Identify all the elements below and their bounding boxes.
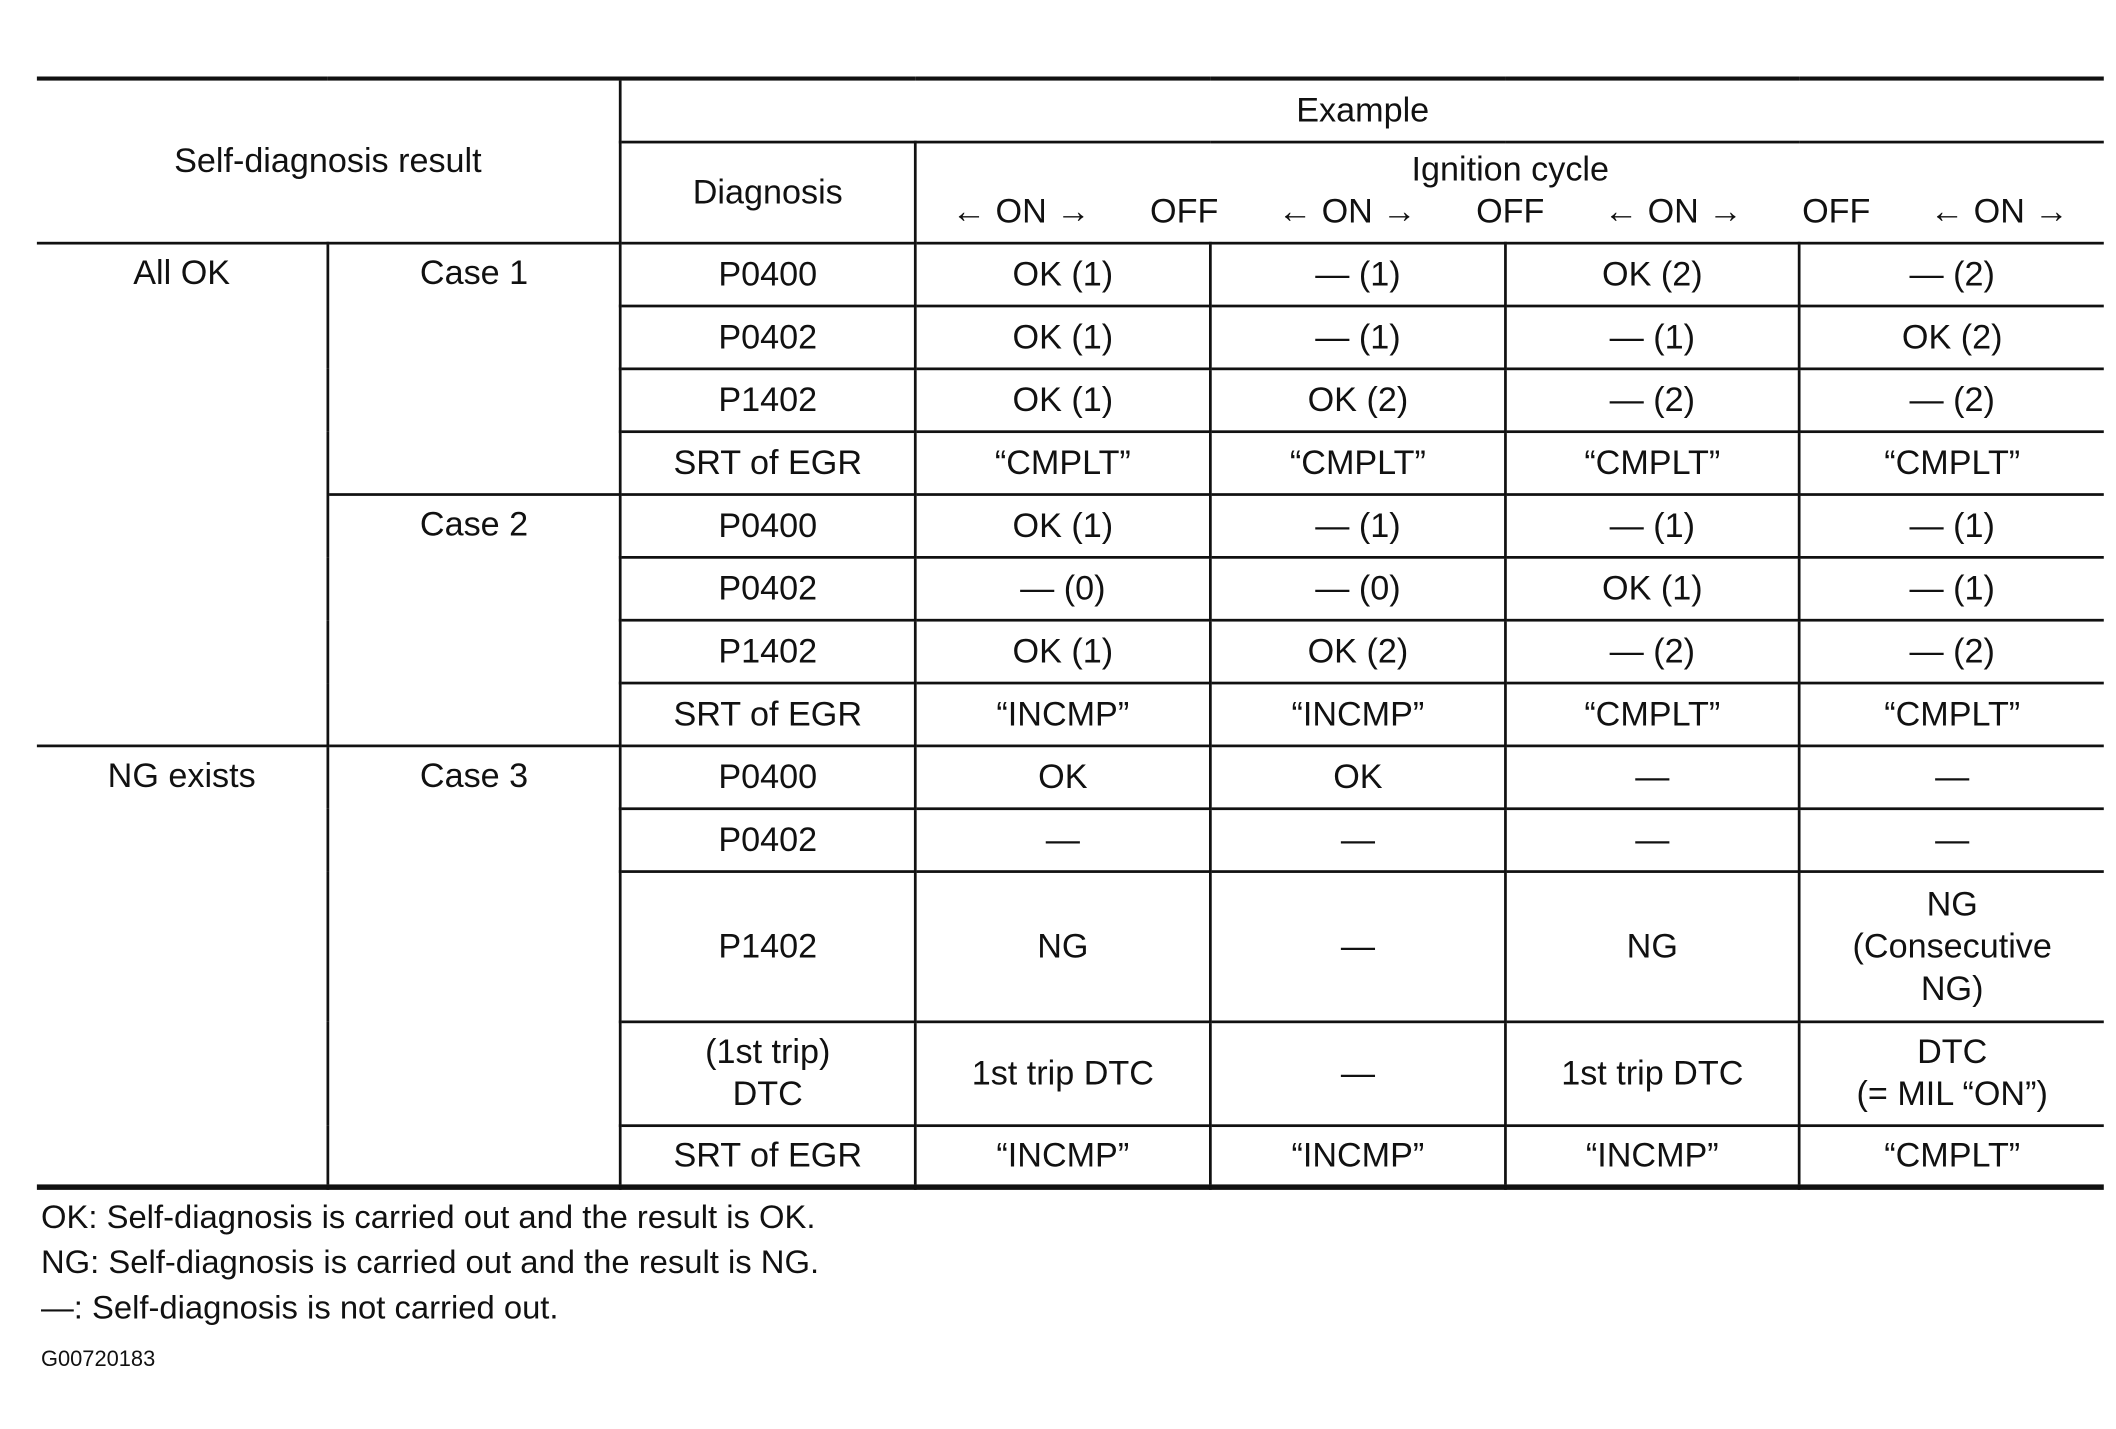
table-row bbox=[37, 243, 2104, 306]
result-cell: “INCMP” bbox=[1210, 1126, 1505, 1187]
case-label: Case 3 bbox=[328, 746, 620, 1187]
result-cell: OK (1) bbox=[915, 369, 1210, 432]
result-group-label: All OK bbox=[37, 243, 328, 746]
result-cell: “INCMP” bbox=[915, 1126, 1210, 1187]
result-cell: “INCMP” bbox=[915, 683, 1210, 746]
cycle-off-3: OFF bbox=[1802, 192, 1871, 231]
result-cell: OK (2) bbox=[1210, 369, 1505, 432]
result-cell: OK (1) bbox=[915, 495, 1210, 558]
cycle-off-2: OFF bbox=[1476, 192, 1545, 231]
result-cell: “CMPLT” bbox=[1799, 1126, 2104, 1187]
result-cell: — bbox=[1210, 1022, 1505, 1126]
result-cell: — (1) bbox=[1210, 495, 1505, 558]
result-cell: — (0) bbox=[915, 557, 1210, 620]
result-cell: 1st trip DTC bbox=[915, 1022, 1210, 1126]
result-cell: OK (1) bbox=[1505, 557, 1799, 620]
result-cell: NG (Consecutive NG) bbox=[1799, 872, 2104, 1022]
result-cell: — (0) bbox=[1210, 557, 1505, 620]
result-cell: “CMPLT” bbox=[1505, 683, 1799, 746]
header-row-1 bbox=[37, 79, 2104, 143]
result-cell: — (1) bbox=[1799, 557, 2104, 620]
diagnosis-cell: P0400 bbox=[620, 243, 915, 306]
result-cell: — bbox=[1210, 809, 1505, 872]
table-row bbox=[37, 746, 2104, 809]
diagnosis-header: Diagnosis bbox=[620, 142, 915, 243]
result-cell: — bbox=[1505, 746, 1799, 809]
case-label: Case 1 bbox=[328, 243, 620, 494]
result-cell: OK (2) bbox=[1210, 620, 1505, 683]
result-cell: “CMPLT” bbox=[1799, 683, 2104, 746]
ignition-cycle-title: Ignition cycle bbox=[1411, 150, 1609, 189]
result-cell: “INCMP” bbox=[1505, 1126, 1799, 1187]
result-cell: — (1) bbox=[1210, 243, 1505, 306]
diagnosis-cell: P0402 bbox=[620, 809, 915, 872]
diagnosis-cell: P0402 bbox=[620, 557, 915, 620]
result-cell: 1st trip DTC bbox=[1505, 1022, 1799, 1126]
case-label: Case 2 bbox=[328, 495, 620, 746]
self-diagnosis-table bbox=[37, 77, 2104, 1190]
result-cell: — (2) bbox=[1799, 243, 2104, 306]
result-cell: — bbox=[1210, 872, 1505, 1022]
diagnosis-cell: P1402 bbox=[620, 620, 915, 683]
result-cell: — (1) bbox=[1799, 495, 2104, 558]
figure-code: G00720183 bbox=[40, 1348, 156, 1372]
result-cell: OK bbox=[915, 746, 1210, 809]
ignition-cycle-header bbox=[915, 142, 2104, 243]
note-dash: —: Self-diagnosis is not carried out. bbox=[40, 1289, 559, 1327]
note-ok: OK: Self-diagnosis is carried out and the result is OK. bbox=[40, 1199, 816, 1237]
diagnosis-cell: P0400 bbox=[620, 495, 915, 558]
diagnosis-cell: P1402 bbox=[620, 872, 915, 1022]
result-cell: — bbox=[1505, 809, 1799, 872]
result-cell: — (1) bbox=[1210, 306, 1505, 369]
cycle-on-4: ← ON → bbox=[1930, 192, 2069, 231]
diagnosis-cell: P1402 bbox=[620, 369, 915, 432]
result-cell: — bbox=[1799, 809, 2104, 872]
result-cell: NG bbox=[1505, 872, 1799, 1022]
cycle-off-1: OFF bbox=[1150, 192, 1219, 231]
ignition-cycle-sequence bbox=[917, 190, 2104, 242]
note-ng: NG: Self-diagnosis is carried out and the result is NG. bbox=[40, 1244, 820, 1282]
result-cell: — bbox=[1799, 746, 2104, 809]
diagnosis-cell: (1st trip) DTC bbox=[620, 1022, 915, 1126]
result-cell: “INCMP” bbox=[1210, 683, 1505, 746]
result-cell: — (2) bbox=[1505, 369, 1799, 432]
result-cell: “CMPLT” bbox=[1210, 432, 1505, 495]
result-group-label: NG exists bbox=[37, 746, 328, 1187]
legend-notes bbox=[41, 1195, 819, 1330]
table-row bbox=[37, 495, 2104, 558]
result-cell: “CMPLT” bbox=[1505, 432, 1799, 495]
self-diagnosis-result-header: Self-diagnosis result bbox=[37, 79, 620, 244]
result-cell: DTC (= MIL “ON”) bbox=[1799, 1022, 2104, 1126]
result-cell: OK bbox=[1210, 746, 1505, 809]
result-cell: OK (2) bbox=[1799, 306, 2104, 369]
result-cell: “CMPLT” bbox=[915, 432, 1210, 495]
result-cell: OK (1) bbox=[915, 243, 1210, 306]
diagnosis-cell: SRT of EGR bbox=[620, 683, 915, 746]
example-header: Example bbox=[620, 79, 2104, 143]
cycle-on-2: ← ON → bbox=[1277, 192, 1417, 231]
result-cell: OK (1) bbox=[915, 620, 1210, 683]
result-cell: OK (1) bbox=[915, 306, 1210, 369]
cycle-on-1: ← ON → bbox=[951, 192, 1091, 231]
result-cell: — (2) bbox=[1799, 620, 2104, 683]
result-cell: — (2) bbox=[1799, 369, 2104, 432]
result-cell: — (1) bbox=[1505, 495, 1799, 558]
diagnosis-cell: SRT of EGR bbox=[620, 432, 915, 495]
diagnosis-cell: P0402 bbox=[620, 306, 915, 369]
result-cell: — (2) bbox=[1505, 620, 1799, 683]
diagnosis-cell: P0400 bbox=[620, 746, 915, 809]
result-cell: OK (2) bbox=[1505, 243, 1799, 306]
diagnosis-cell: SRT of EGR bbox=[620, 1126, 915, 1187]
result-cell: NG bbox=[915, 872, 1210, 1022]
cycle-on-3: ← ON → bbox=[1603, 192, 1743, 231]
result-cell: “CMPLT” bbox=[1799, 432, 2104, 495]
result-cell: — (1) bbox=[1505, 306, 1799, 369]
result-cell: — bbox=[915, 809, 1210, 872]
